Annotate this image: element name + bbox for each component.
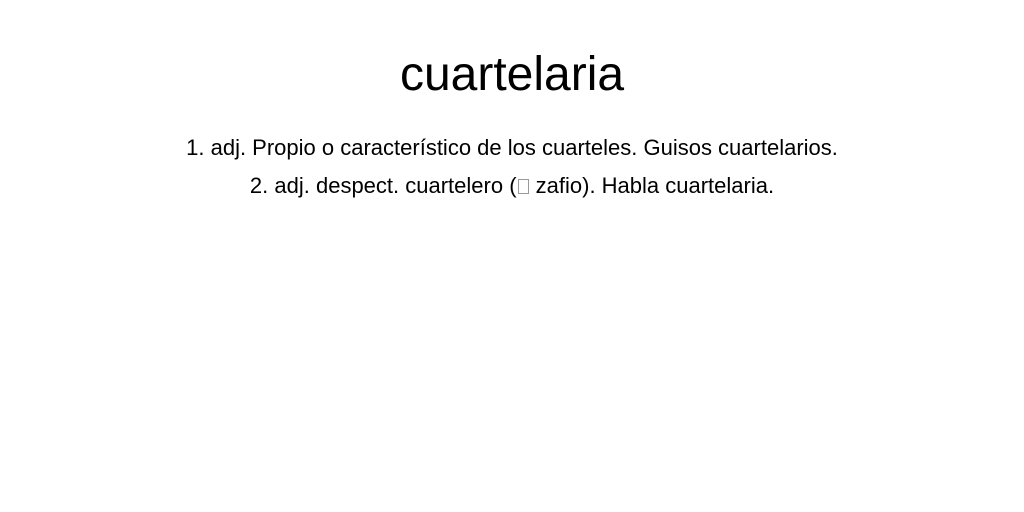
definition-text-before: adj. despect. cuartelero ( <box>274 173 517 198</box>
definition-text: adj. Propio o característico de los cuarteles. Guisos cuartelarios. <box>210 135 838 160</box>
definition-number: 1. <box>186 135 205 160</box>
definition-number: 2. <box>249 173 269 198</box>
definition-2 <box>0 167 1024 205</box>
definition-list <box>0 129 1024 205</box>
definition-1 <box>0 129 1024 167</box>
missing-glyph-icon <box>518 179 529 194</box>
headword: cuartelaria <box>399 48 625 101</box>
definition-text-after: zafio). Habla cuartelaria. <box>529 173 775 198</box>
